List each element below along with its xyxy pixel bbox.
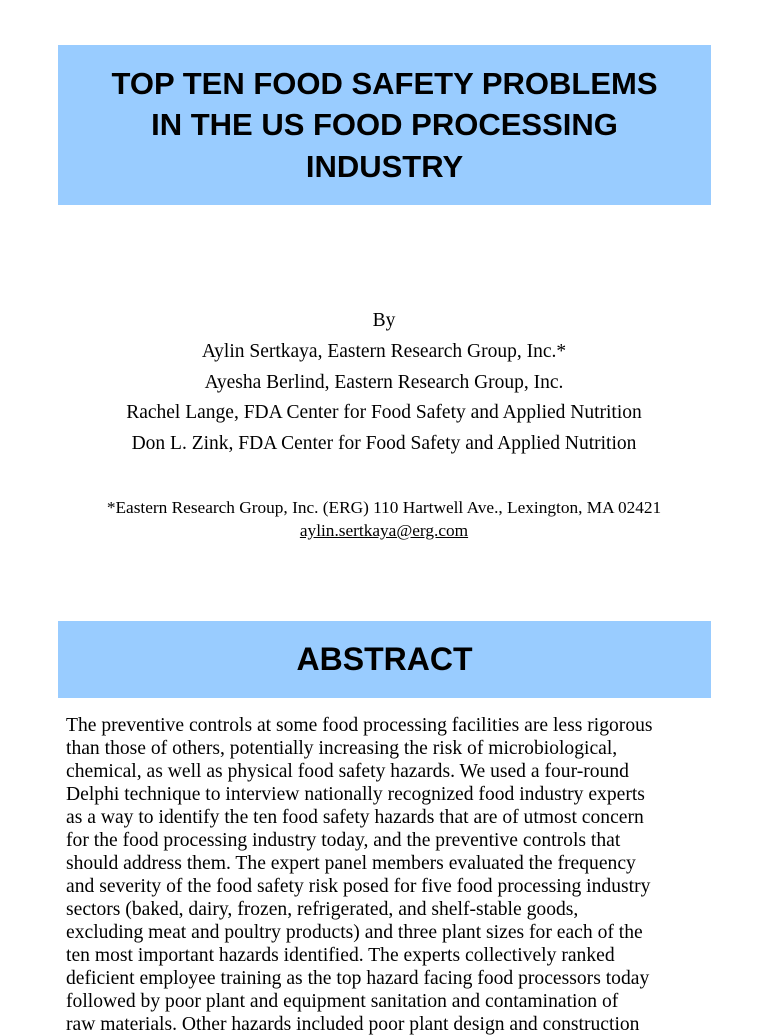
abstract-line: raw materials. Other hazards included poor plant design and construction: [66, 1014, 640, 1035]
abstract-line: The preventive controls at some food processing facilities are less rigorous: [66, 715, 653, 736]
abstract-line: deficient employee training as the top hazard facing food processors today: [66, 968, 650, 989]
author-line: Ayesha Berlind, Eastern Research Group, Inc.: [204, 371, 564, 393]
author-line: Rachel Lange, FDA Center for Food Safety and Applied Nutrition: [126, 402, 642, 424]
abstract-line: than those of others, potentially increasing the risk of microbiological,: [66, 738, 618, 759]
abstract-line: excluding meat and poultry products) and three plant sizes for each of the: [66, 922, 643, 943]
author-line: Aylin Sertkaya, Eastern Research Group, Inc.*: [201, 340, 567, 362]
abstract-line: sectors (baked, dairy, frozen, refrigerated, and shelf-stable goods,: [66, 899, 579, 920]
abstract-line: should address them. The expert panel members evaluated the frequency: [66, 853, 636, 874]
title-line: INDUSTRY: [305, 148, 464, 184]
affiliation-block: [0, 496, 768, 542]
by-label: By: [372, 310, 396, 331]
email-link[interactable]: aylin.sertkaya@erg.com: [299, 521, 469, 540]
title-banner: [58, 45, 711, 205]
abstract-line: as a way to identify the ten food safety hazards that are of utmost concern: [66, 807, 644, 828]
author-line: Don L. Zink, FDA Center for Food Safety and Applied Nutrition: [131, 433, 637, 455]
title-line: IN THE US FOOD PROCESSING: [151, 107, 618, 143]
paper-title: [111, 63, 657, 188]
abstract-line: ten most important hazards identified. The experts collectively ranked: [66, 945, 615, 966]
abstract-body: [66, 714, 716, 1036]
abstract-line: and severity of the food safety risk posed for five food processing industry: [66, 876, 651, 897]
abstract-heading: ABSTRACT: [296, 641, 473, 677]
abstract-line: followed by poor plant and equipment sanitation and contamination of: [66, 991, 619, 1012]
title-line: TOP TEN FOOD SAFETY PROBLEMS: [111, 65, 658, 101]
abstract-line: for the food processing industry today, and the preventive controls that: [66, 830, 621, 851]
byline: [0, 306, 768, 460]
abstract-line: chemical, as well as physical food safety hazards. We used a four-round: [66, 761, 629, 782]
abstract-banner: [58, 621, 711, 698]
affiliation-note: *Eastern Research Group, Inc. (ERG) 110 Hartwell Ave., Lexington, MA 02421: [106, 498, 662, 517]
abstract-line: Delphi technique to interview nationally recognized food industry experts: [66, 784, 645, 805]
